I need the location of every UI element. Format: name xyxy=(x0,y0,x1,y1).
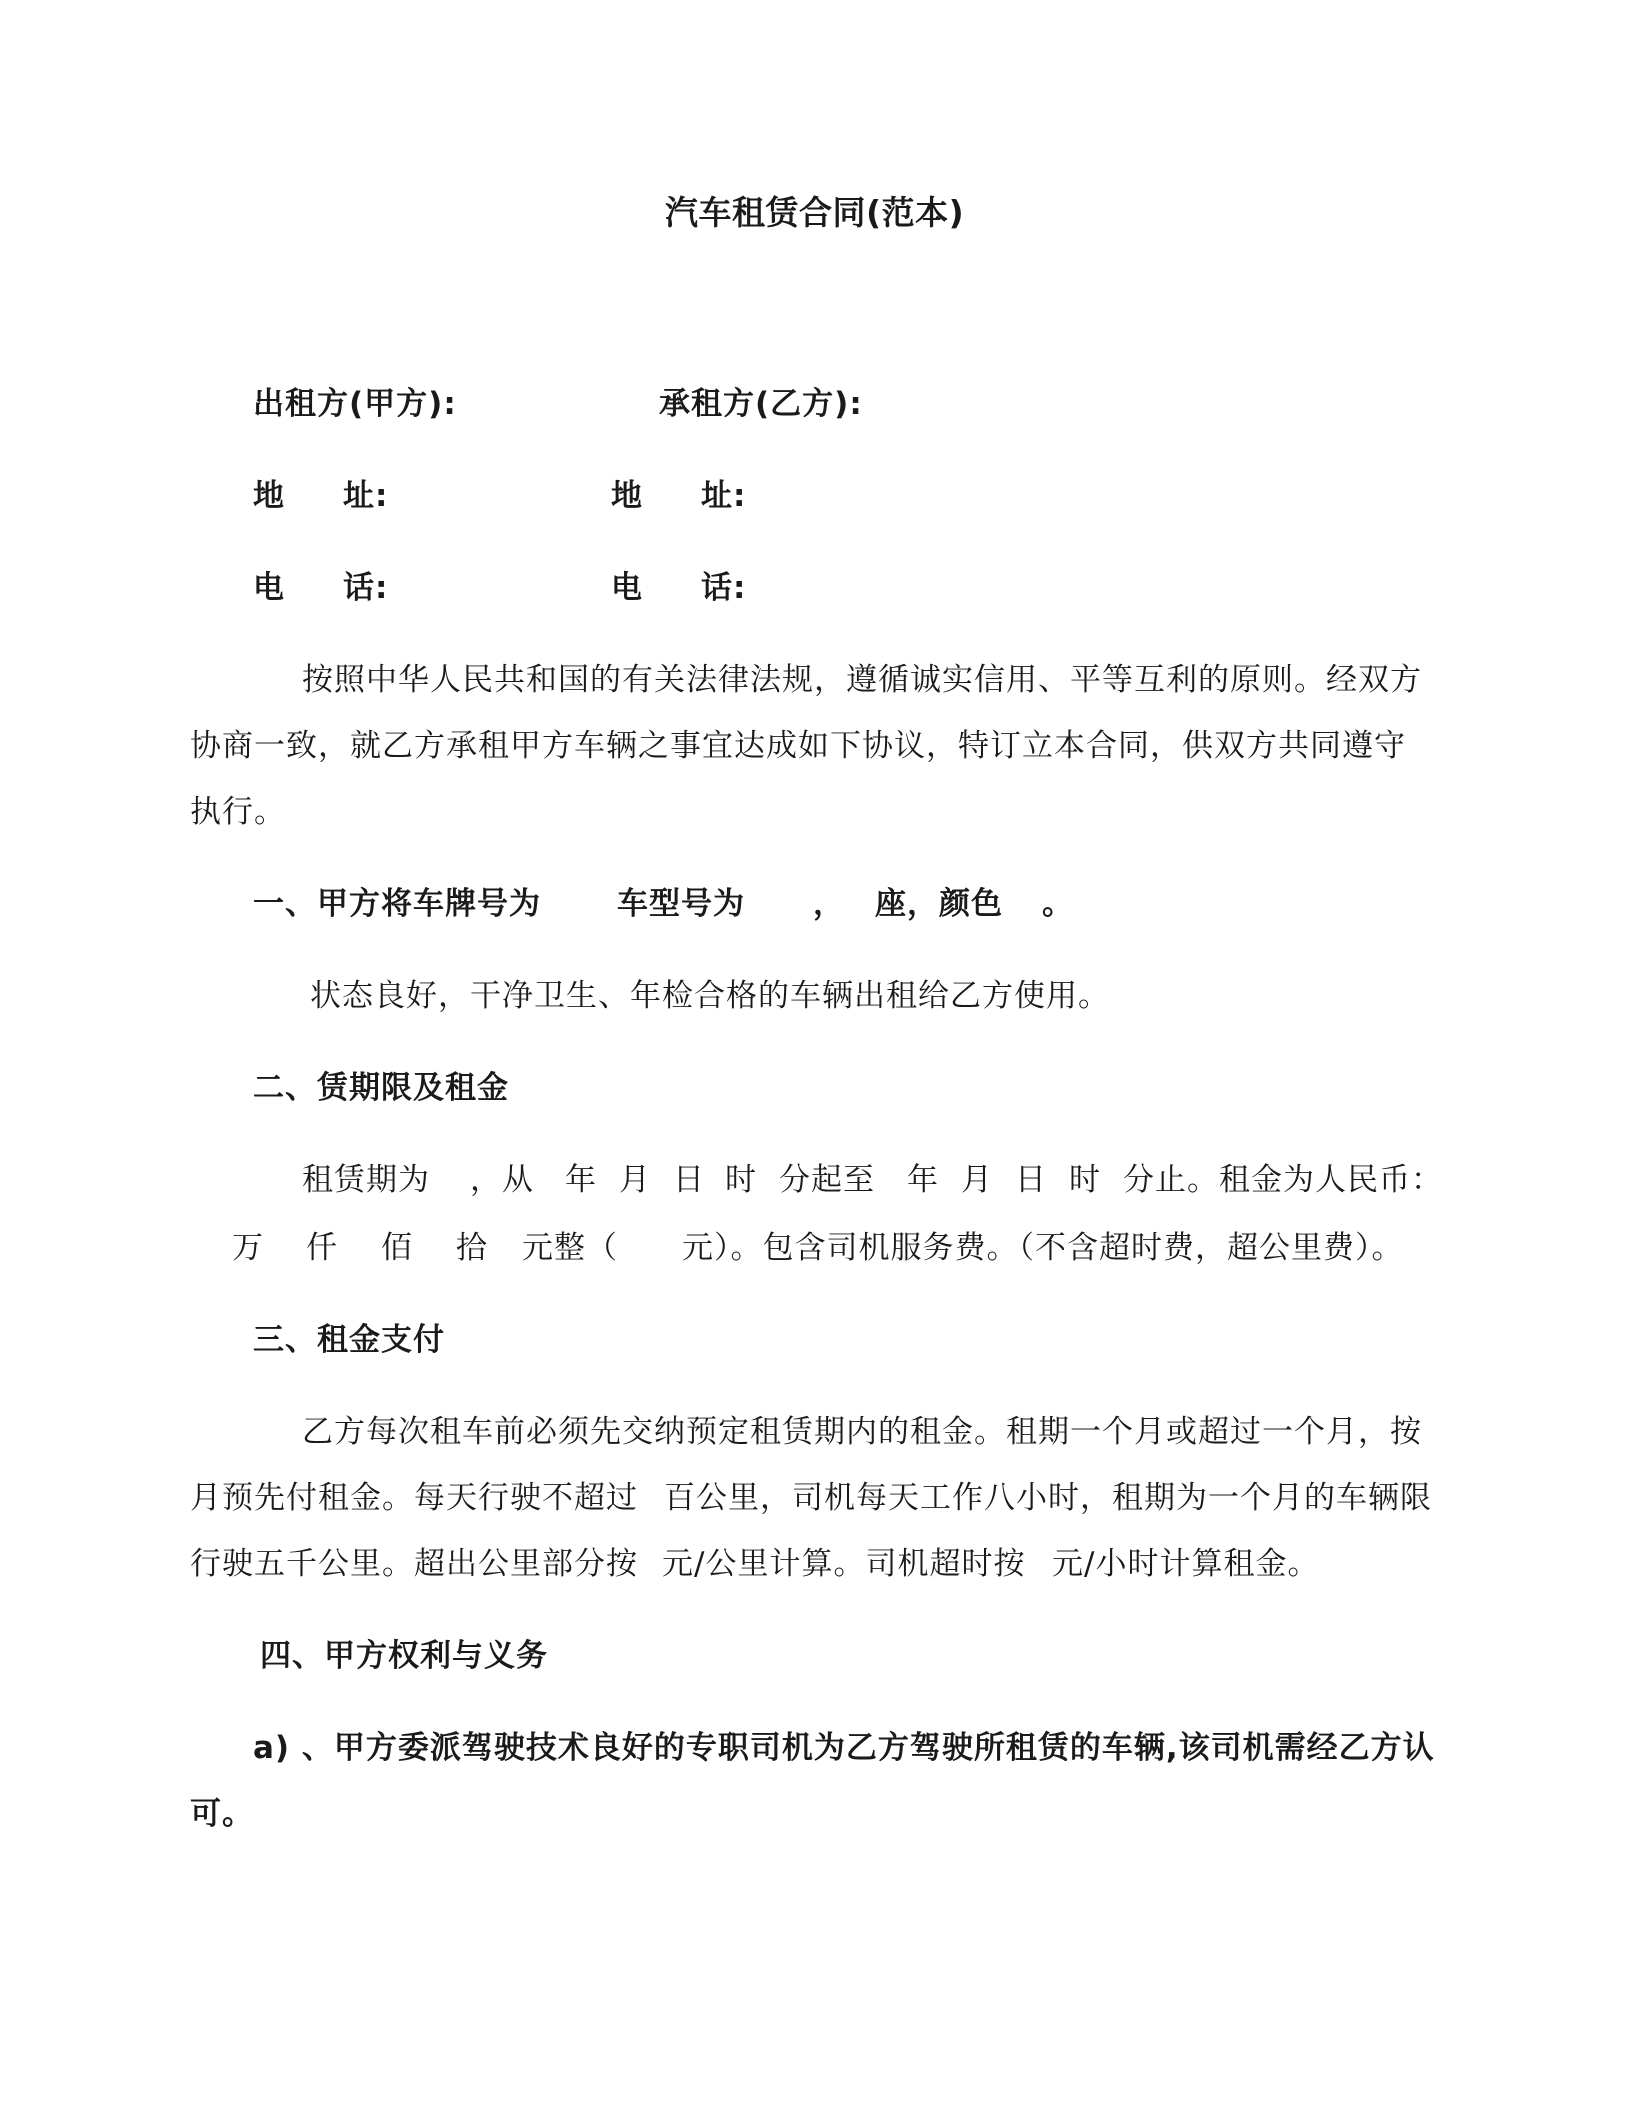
section2-l2-c: 佰 xyxy=(381,1230,413,1266)
section2-l1-d: 月 xyxy=(619,1162,651,1198)
address-b-label-2: 址: xyxy=(701,478,747,514)
section3-line-2b: 百公里，司机每天工作八小时，租期为一个月的车辆限 xyxy=(664,1480,1432,1516)
section2-l2-d: 拾 xyxy=(456,1230,488,1266)
section1-line-2: 状态良好，干净卫生、年检合格的车辆出租给乙方使用。 xyxy=(310,978,1110,1014)
page-title: 汽车租赁合同(范本) xyxy=(665,193,965,232)
section4-item-a-line-1: a) 、甲方委派驾驶技术良好的专职司机为乙方驾驶所租赁的车辆,该司机需经乙方认 xyxy=(253,1730,1435,1766)
section2-l1-b: ，从 xyxy=(470,1162,534,1198)
section2-l2-b: 仟 xyxy=(306,1230,338,1266)
section4-heading: 四、甲方权利与义务 xyxy=(260,1638,548,1674)
section4-item-a-line-2: 可。 xyxy=(190,1796,254,1832)
section1-seg1: 一、甲方将车牌号为 xyxy=(253,886,541,922)
section2-l2-a: 万 xyxy=(232,1230,264,1266)
intro-line-3: 执行。 xyxy=(190,794,286,830)
address-b-label-1: 地 xyxy=(611,478,643,514)
section2-l1-k: 时 xyxy=(1069,1162,1101,1198)
phone-b-label-1: 电 xyxy=(611,570,643,606)
phone-a-label-1: 电 xyxy=(253,570,285,606)
section2-l1-f: 时 xyxy=(725,1162,757,1198)
section2-l1-c: 年 xyxy=(565,1162,597,1198)
section2-l1-g: 分起至 xyxy=(779,1162,875,1198)
section1-seg4: 座，颜色 xyxy=(875,886,1003,922)
section2-l1-e: 日 xyxy=(673,1162,705,1198)
phone-a-label-2: 话: xyxy=(343,570,389,606)
section1-seg5: 。 xyxy=(1042,886,1074,922)
address-a-label-1: 地 xyxy=(253,478,285,514)
section2-heading: 二、赁期限及租金 xyxy=(253,1070,509,1106)
section2-l1-a: 租赁期为 xyxy=(302,1162,430,1198)
section1-seg3: ， xyxy=(813,886,845,922)
section3-line-3c: 元/小时计算租金。 xyxy=(1052,1546,1320,1582)
section3-line-1: 乙方每次租车前必须先交纳预定租赁期内的租金。租期一个月或超过一个月，按 xyxy=(302,1414,1422,1450)
section1-seg2: 车型号为 xyxy=(617,886,745,922)
section2-l1-i: 月 xyxy=(961,1162,993,1198)
section3-line-3b: 元/公里计算。司机超时按 xyxy=(662,1546,1026,1582)
section3-heading: 三、租金支付 xyxy=(253,1322,445,1358)
lessor-label: 出租方(甲方): xyxy=(253,386,457,422)
section2-l1-l: 分止。租金为人民币： xyxy=(1123,1162,1443,1198)
lessee-label: 承租方(乙方): xyxy=(659,386,863,422)
intro-line-1: 按照中华人民共和国的有关法律法规，遵循诚实信用、平等互利的原则。经双方 xyxy=(302,662,1422,698)
phone-b-label-2: 话: xyxy=(701,570,747,606)
section3-line-3a: 行驶五千公里。超出公里部分按 xyxy=(190,1546,638,1582)
section2-l1-j: 日 xyxy=(1015,1162,1047,1198)
section2-l1-h: 年 xyxy=(907,1162,939,1198)
section2-l2-f: 元）。包含司机服务费。（不含超时费，超公里费）。 xyxy=(682,1230,1404,1266)
section3-line-2a: 月预先付租金。每天行驶不超过 xyxy=(190,1480,638,1516)
section2-l2-e: 元整（ xyxy=(522,1230,618,1266)
address-a-label-2: 址: xyxy=(343,478,389,514)
intro-line-2: 协商一致，就乙方承租甲方车辆之事宜达成如下协议，特订立本合同，供双方共同遵守 xyxy=(190,728,1406,764)
